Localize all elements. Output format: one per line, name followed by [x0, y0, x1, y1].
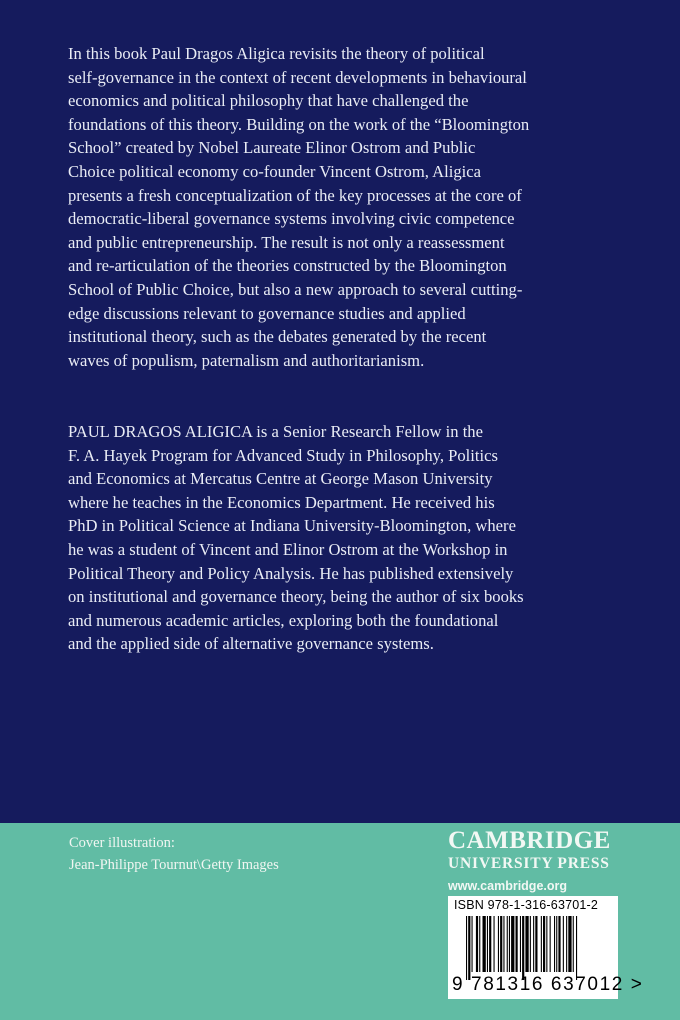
text-line: PAUL DRAGOS ALIGICA is a Senior Research Fellow in the: [68, 422, 483, 441]
text-line: where he teaches in the Economics Department. He received his: [68, 492, 495, 512]
barcode-bar: [543, 916, 545, 972]
barcode-bar: [494, 916, 495, 972]
barcode-bar: [498, 916, 499, 972]
text-line: institutional theory, such as the debates generated by the recent: [68, 327, 487, 347]
barcode-number: 9 781316 637012 >: [452, 974, 644, 995]
barcode-bar: [535, 916, 537, 972]
barcode-bar: [530, 916, 531, 972]
barcode-bar: [503, 916, 504, 972]
barcode-bar: [511, 916, 514, 972]
barcode-bar: [476, 916, 478, 972]
barcode-bar: [563, 916, 564, 972]
text-line: economics and political philosophy that have challenged the: [68, 91, 469, 111]
barcode-bar: [550, 916, 551, 972]
barcode-bar: [489, 916, 491, 972]
barcode-bar: [546, 916, 547, 972]
barcode-bar: [573, 916, 574, 972]
barcode-bar: [576, 916, 577, 980]
barcode-bar: [520, 916, 521, 972]
barcode-bar: [516, 916, 518, 972]
isbn-text: ISBN 978-1-316-63701-2: [454, 898, 599, 912]
text-line: and Economics at Mercatus Centre at George Mason University: [68, 469, 493, 489]
text-line: on institutional and governance theory, being the author of six books: [68, 587, 524, 607]
text-line: School” created by Nobel Laureate Elinor Ostrom and Public: [68, 138, 476, 158]
barcode-bar: [472, 916, 473, 972]
credit-value: Jean-Philippe Tournut\Getty Images: [69, 857, 279, 873]
publisher-sub: UNIVERSITY PRESS: [448, 855, 610, 872]
barcode-bar: [507, 916, 508, 972]
barcode-bar: [468, 916, 470, 980]
barcode-bar: [479, 916, 480, 972]
barcode-bar: [566, 916, 567, 972]
text-line: PhD in Political Science at Indiana University-Bloomington, where: [68, 516, 516, 536]
barcode-bar: [558, 916, 560, 972]
barcode-bar: [556, 916, 557, 972]
publisher-logo: [448, 827, 611, 896]
description-paragraph: [68, 42, 529, 372]
publisher-name: CAMBRIDGE: [448, 827, 611, 854]
text-line: self-governance in the context of recent developments in behavioural: [68, 67, 527, 87]
barcode-bar: [483, 916, 486, 972]
barcode: [448, 896, 644, 999]
text-line: edge discussions relevant to governance studies and applied: [68, 303, 466, 323]
text-line: presents a fresh conceptualization of the key processes at the core of: [68, 185, 522, 205]
publisher-url: www.cambridge.org: [448, 879, 568, 893]
back-cover-footer: [0, 823, 680, 1020]
text-line: F. A. Hayek Program for Advanced Study in Philosophy, Politics: [68, 445, 498, 465]
barcode-bar: [487, 916, 488, 972]
text-line: democratic-liberal governance systems involving civic competence: [68, 209, 515, 229]
text-line: School of Public Choice, but also a new approach to several cutting-: [68, 279, 523, 299]
barcode-bar: [525, 916, 528, 972]
cover-credit: [69, 832, 279, 876]
text-line: waves of populism, paternalism and authoritarianism.: [68, 350, 425, 370]
text-line: and the applied side of alternative governance systems.: [68, 634, 434, 654]
barcode-bar: [554, 916, 555, 972]
text-line: and numerous academic articles, exploring both the foundational: [68, 610, 499, 630]
text-line: Political Theory and Policy Analysis. He has published extensively: [68, 563, 514, 583]
text-line: In this book Paul Dragos Aligica revisits the theory of political: [68, 44, 485, 63]
text-line: he was a student of Vincent and Elinor Ostrom at the Workshop in: [68, 539, 508, 559]
text-line: Choice political economy co-founder Vincent Ostrom, Aligica: [68, 161, 481, 181]
barcode-bar: [568, 916, 571, 972]
barcode-bar: [533, 916, 534, 972]
text-line: foundations of this theory. Building on the work of the “Bloomington: [68, 114, 530, 134]
barcode-bar: [509, 916, 510, 972]
barcode-bar: [500, 916, 502, 972]
barcode-bar: [466, 916, 467, 980]
author-bio: [68, 420, 524, 656]
barcode-bar: [541, 916, 542, 972]
barcode-bar: [522, 916, 524, 980]
text-line: and public entrepreneurship. The result is not only a reassessment: [68, 232, 505, 252]
credit-label: Cover illustration:: [69, 835, 175, 851]
text-line: and re-articulation of the theories constructed by the Bloomington: [68, 256, 507, 276]
